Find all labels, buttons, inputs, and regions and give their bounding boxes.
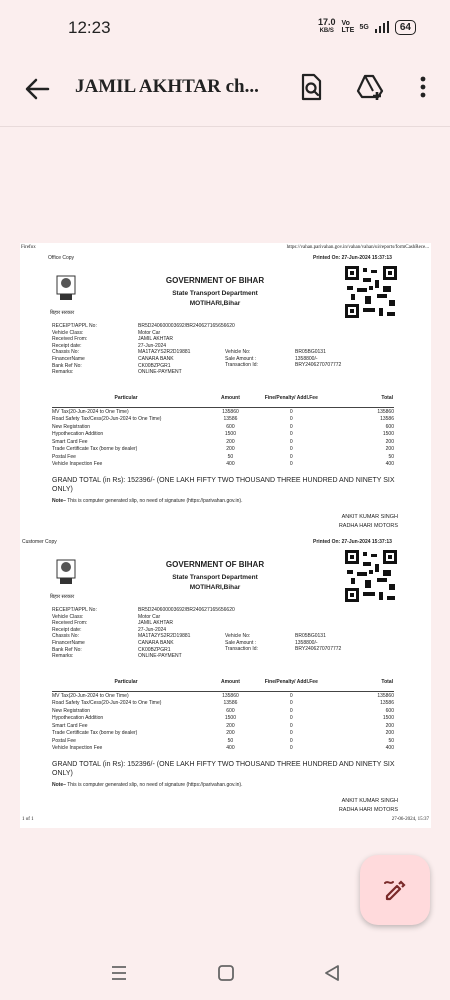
grand-total: GRAND TOTAL (in Rs): 152396/- (ONE LAKH FIFTY TWO THOUSAND THREE HUNDRED AND NINETY SIX ONLY) <box>52 477 395 493</box>
home-icon[interactable] <box>217 964 235 982</box>
edit-fab-button[interactable] <box>360 855 430 925</box>
page-footer-right: 27-06-2024, 15:37 <box>391 817 429 822</box>
emblem-caption: बिहार सरकार <box>50 594 75 600</box>
more-vert-icon[interactable] <box>408 72 438 102</box>
table-row: Road Safety Tax/Cess(20-Jun-2024 to One Time) 13586 0 13586 <box>52 700 394 707</box>
receipt-right-values: BR05BG0131 1358800/- BRY2406270707772 <box>295 349 342 369</box>
back-triangle-icon[interactable] <box>323 964 341 982</box>
arrow-left-icon[interactable] <box>22 74 52 104</box>
table-row: Vehicle Inspection Fee 400 0 400 <box>52 745 394 752</box>
drive-add-icon[interactable] <box>355 72 385 102</box>
dept-title: State Transport Department <box>172 574 258 581</box>
document-title: JAMIL AKHTAR ch... <box>75 76 259 97</box>
table-row: Postal Fee 50 0 50 <box>52 453 394 460</box>
page-footer-left: 1 of 1 <box>22 817 34 822</box>
receipt-right-fields: Vehicle No: Sale Amount : Transaction Id: <box>225 349 258 369</box>
status-time: 12:23 <box>68 18 111 37</box>
recents-menu-icon[interactable] <box>110 965 128 981</box>
city-title: MOTIHARI,Bihar <box>189 584 241 591</box>
system-nav-bar <box>0 945 450 1000</box>
qr-code <box>343 264 399 320</box>
copy-label: Office Copy <box>48 255 75 261</box>
table-row: Smart Card Fee 200 0 200 <box>52 722 394 729</box>
receipt-right-fields: Vehicle No: Sale Amount : Transaction Id: <box>225 633 258 653</box>
receipt-left-values: BR5D240600003692/BR240627165656620 Motor Car JAMIL AKHTAR 27-Jun-2024 MA1TA2YS2R2D19881 CANARA BANK CK00BZPGR1 ONLINE-PAYMENT <box>138 323 235 376</box>
signature-block: ANKIT KUMAR SINGH RADHA HARI MOTORS <box>338 798 398 813</box>
dept-title: State Transport Department <box>172 290 258 297</box>
printed-on: Printed On: 27-Jun-2024 15:37:13 <box>313 255 392 261</box>
printed-on: Printed On: 27-Jun-2024 15:37:13 <box>313 539 392 545</box>
note: Note– This is computer generated slip, no need of signature (https://parivahan.gov.in). <box>52 498 243 504</box>
grand-total: GRAND TOTAL (in Rs): 152396/- (ONE LAKH FIFTY TWO THOUSAND THREE HUNDRED AND NINETY SIX ONLY) <box>52 761 395 777</box>
gov-title: GOVERNMENT OF BIHAR <box>165 560 265 569</box>
appbar-divider <box>0 126 450 127</box>
table-row: New Registration 600 0 600 <box>52 707 394 714</box>
city-title: MOTIHARI,Bihar <box>189 300 241 307</box>
page-header-left: Firefox <box>21 245 36 250</box>
copy-label: Customer Copy <box>22 539 57 545</box>
status-bar <box>0 0 450 56</box>
qr-code <box>343 548 399 604</box>
document-search-icon[interactable] <box>296 72 326 102</box>
table-row: Vehicle Inspection Fee 400 0 400 <box>52 461 394 468</box>
gov-title: GOVERNMENT OF BIHAR <box>165 276 265 285</box>
signature-block: ANKIT KUMAR SINGH RADHA HARI MOTORS <box>338 514 398 529</box>
note: Note– This is computer generated slip, no need of signature (https://parivahan.gov.in). <box>52 782 243 788</box>
volte-icon: Vo LTE <box>341 20 355 34</box>
receipt-right-values: BR05BG0131 1358800/- BRY2406270707772 <box>295 633 342 653</box>
table-row: MV Tax(20-Jun-2024 to One Time) 135860 0 135860 <box>52 692 394 699</box>
table-row: Trade Certificate Tax (borne by dealer) 200 0 200 <box>52 730 394 737</box>
pdf-page[interactable] <box>20 243 431 828</box>
network-speed: 17.0 KB/S <box>318 17 336 34</box>
receipt-left-values: BR5D240600003692/BR240627165656620 Motor Car JAMIL AKHTAR 27-Jun-2024 MA1TA2YS2R2D19881 CANARA BANK CK00BZPGR1 ONLINE-PAYMENT <box>138 607 235 660</box>
battery-indicator: 64 <box>395 20 416 35</box>
app-bar <box>0 56 450 126</box>
signal-icon <box>375 21 389 33</box>
table-row: Smart Card Fee 200 0 200 <box>52 438 394 445</box>
table-row: New Registration 600 0 600 <box>52 423 394 430</box>
pen-edit-icon <box>380 875 410 905</box>
fee-table: Particular Amount Fine/Penalty/ Addl.Fee Total MV Tax(20-Jun-2024 to One Time) 135860 0 135860 Road Safety Tax/Cess(20-Jun-2024 to One Time) 13586 0 13586 New Registration 600 0 600 Hypothecation Addition 1500 0 1500 Smart Card Fee 200 0 200 Trade Certificate Tax (borne by dealer) 200 0 200 Postal Fee 50 0 50 Vehicle Inspection Fee 400 0 400 <box>52 389 394 468</box>
table-row: Trade Certificate Tax (borne by dealer) 200 0 200 <box>52 446 394 453</box>
status-icons <box>318 18 416 36</box>
page-header-url: https://vahan.parivahan.gov.in/vahan/vahan/ui/reports/formCashRece... <box>286 245 429 250</box>
table-row: Road Safety Tax/Cess(20-Jun-2024 to One Time) 13586 0 13586 <box>52 416 394 423</box>
table-row: Hypothecation Addition 1500 0 1500 <box>52 431 394 438</box>
5g-icon: 5G <box>359 23 369 31</box>
table-row: Postal Fee 50 0 50 <box>52 737 394 744</box>
fee-table: Particular Amount Fine/Penalty/ Addl.Fee Total MV Tax(20-Jun-2024 to One Time) 135860 0 135860 Road Safety Tax/Cess(20-Jun-2024 to One Time) 13586 0 13586 New Registration 600 0 600 Hypothecation Addition 1500 0 1500 Smart Card Fee 200 0 200 Trade Certificate Tax (borne by dealer) 200 0 200 Postal Fee 50 0 50 Vehicle Inspection Fee 400 0 400 <box>52 673 394 752</box>
emblem-caption: बिहार सरकार <box>50 310 75 316</box>
receipt-left-fields: RECEIPT/APPL No: Vehicle Class: Received From: Receipt date: Chassis No: FinancerName Bank Ref No: Remarks: <box>52 607 97 660</box>
receipt-left-fields: RECEIPT/APPL No: Vehicle Class: Received From: Receipt date: Chassis No: FinancerName Bank Ref No: Remarks: <box>52 323 97 376</box>
table-row: Hypothecation Addition 1500 0 1500 <box>52 715 394 722</box>
table-row: MV Tax(20-Jun-2024 to One Time) 135860 0 135860 <box>52 408 394 415</box>
